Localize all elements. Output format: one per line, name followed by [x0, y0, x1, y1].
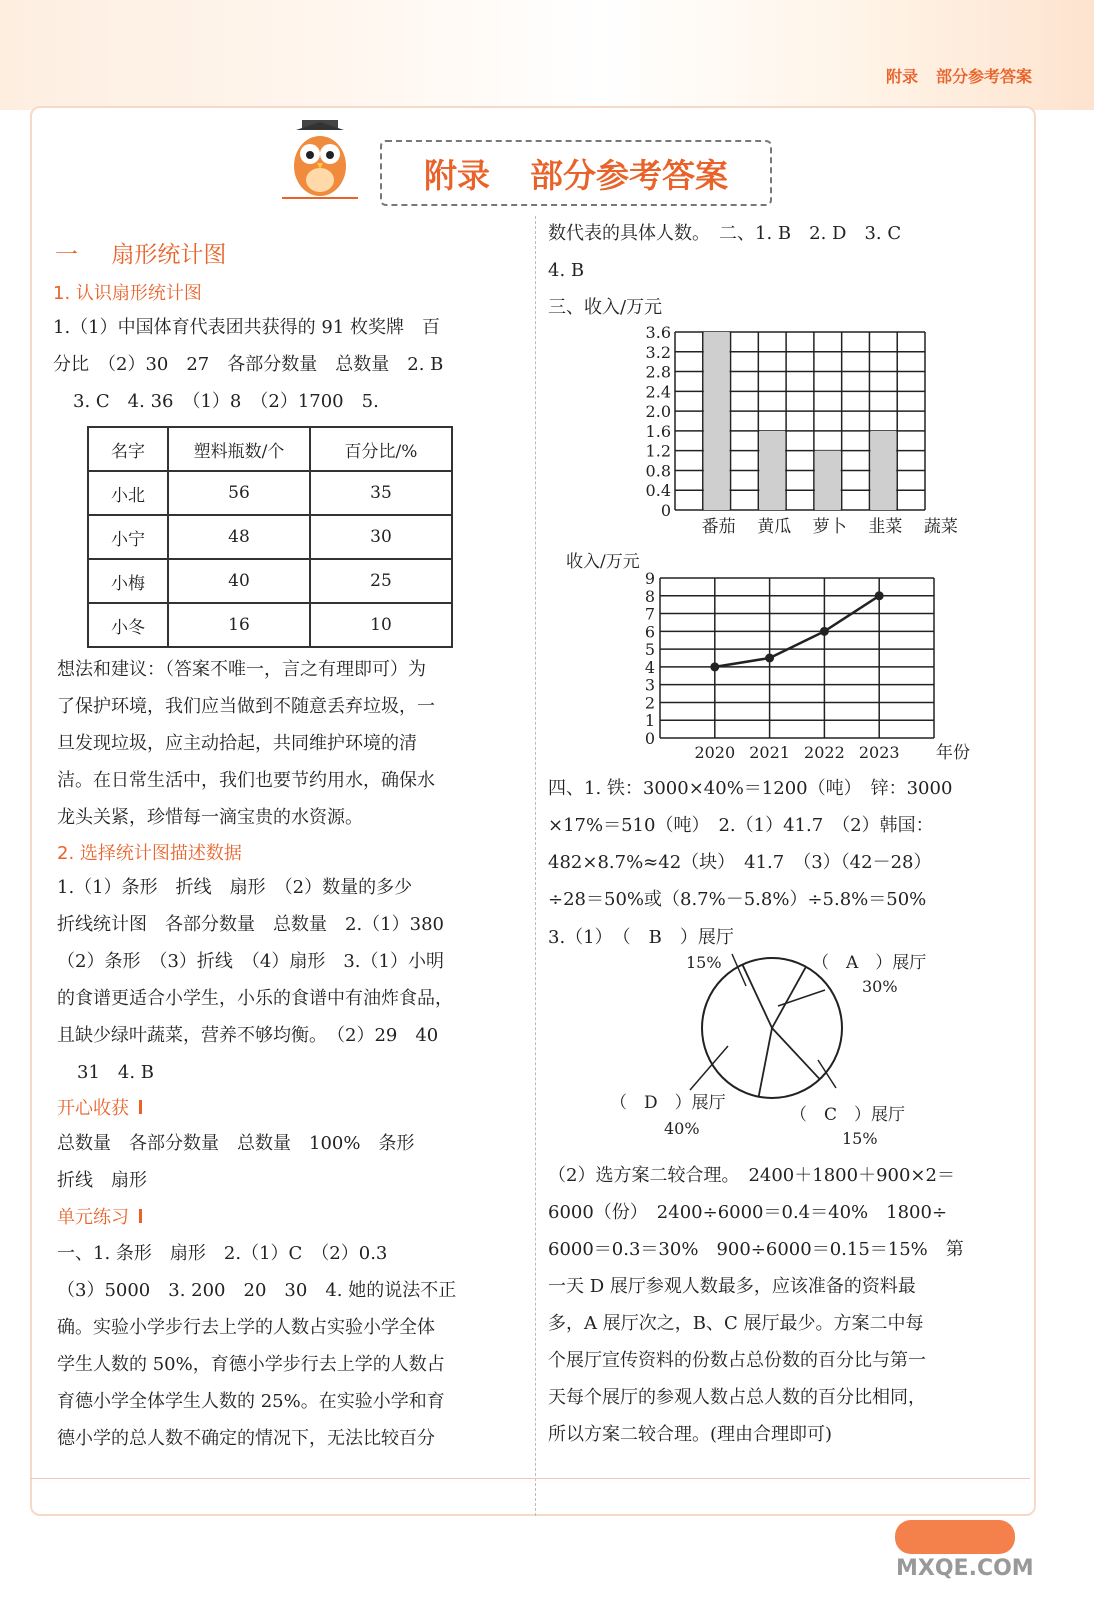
table-cell: 小冬 [88, 603, 168, 647]
bar [815, 451, 841, 510]
text-line: （3）5000 3. 200 20 30 4. 她的说法不正 [57, 1280, 457, 1301]
y-tick-label: 3.2 [645, 342, 671, 362]
text-line: 的食谱更适合小学生，小乐的食谱中有油炸食品， [57, 988, 453, 1009]
bar [870, 431, 896, 510]
text-line: 个展厅宣传资料的份数占总份数的百分比与第一 [548, 1350, 926, 1371]
table-header: 塑料瓶数/个 [168, 427, 310, 471]
y-tick-label: 2.8 [645, 362, 671, 382]
pie-label: （ D ）展厅 [610, 1093, 726, 1113]
text-line: 四、1. 铁：3000×40%＝1200（吨） 锌：3000 [548, 778, 953, 799]
text-line: 数代表的具体人数。 二、1. B 2. D 3. C [548, 223, 902, 244]
text-line: 一天 D 展厅参观人数最多，应该准备的资料最 [548, 1276, 916, 1297]
section-title: 扇形统计图 [111, 242, 227, 268]
x-tick-label: 萝卜 [812, 517, 847, 537]
pie-slice-edge [759, 1028, 772, 1097]
y-tick-label: 0.4 [645, 481, 671, 501]
text-line: 3.（1） （ B ）展厅 [548, 927, 734, 948]
header-title: 部分参考答案 [935, 67, 1032, 86]
x-tick-label: 蔬菜 [923, 517, 958, 537]
x-tick-label: 番茄 [701, 517, 736, 537]
line-chart [630, 572, 975, 766]
table-row [88, 603, 452, 647]
text-line: 折线 扇形 [57, 1170, 147, 1191]
bar [704, 332, 730, 510]
footer-rule [30, 1478, 1030, 1479]
x-tick-label: 2021 [749, 743, 790, 762]
text-line: 了保护环境，我们应当做到不随意丢弃垃圾，一 [57, 696, 435, 717]
pie-slice-edge [772, 967, 806, 1028]
y-tick-label: 4 [644, 657, 655, 677]
text-line: 三、收入/万元 [548, 297, 663, 318]
table-cell: 小宁 [88, 515, 168, 559]
y-tick-label: 0 [644, 729, 655, 748]
table-cell: 10 [310, 603, 452, 647]
y-tick-label: 9 [644, 572, 655, 588]
table-cell: 48 [168, 515, 310, 559]
text-line: ×17%＝510（吨） 2.（1）41.7 （2）韩国： [548, 815, 934, 836]
table-cell: 小梅 [88, 559, 168, 603]
table-header-row [88, 427, 452, 471]
y-tick-label: 5 [644, 640, 655, 660]
x-tick-label: 2022 [804, 743, 845, 762]
leader-line [690, 1046, 728, 1090]
section-index: 一 [55, 242, 78, 268]
bar-chart [630, 322, 970, 542]
pie-slice-edge [742, 965, 772, 1028]
text-line: 6000（份） 2400÷6000＝0.4＝40% 1800÷ [548, 1202, 948, 1223]
x-tick-label: 韭菜 [868, 517, 903, 537]
text-line: 总数量 各部分数量 总数量 100% 条形 [57, 1133, 415, 1154]
subheading-text: 单元练习 [57, 1207, 135, 1228]
y-tick-label: 2 [644, 693, 655, 713]
subheading-text: 开心收获 [57, 1098, 135, 1119]
top-banner [0, 0, 1094, 110]
data-point [875, 591, 884, 600]
table-row [88, 471, 452, 515]
column-divider [535, 216, 536, 1516]
x-tick-label: 2020 [694, 743, 736, 762]
data-point [820, 627, 829, 636]
table-cell: 56 [168, 471, 310, 515]
text-line: 1.（1）条形 折线 扇形 （2）数量的多少 [57, 877, 413, 898]
text-line: 6000＝0.3＝30% 900÷6000＝0.15＝15% 第 [548, 1239, 964, 1260]
text-line: 4. B [548, 260, 585, 281]
page-number-badge [895, 1520, 1015, 1554]
pie-label: （ C ）展厅 [790, 1105, 906, 1125]
text-line: 想法和建议：（答案不唯一，言之有理即可）为 [57, 659, 426, 680]
y-tick-label: 3 [644, 675, 655, 695]
text-line: 所以方案二较合理。(理由合理即可) [548, 1424, 833, 1445]
line-chart-ylabel: 收入/万元 [566, 552, 640, 572]
y-tick-label: 0 [660, 501, 671, 520]
text-line: （2）选方案二较合理。 2400＋1800＋900×2＝ [548, 1165, 955, 1186]
bar [759, 431, 785, 510]
text-line: 德小学的总人数不确定的情况下，无法比较百分 [57, 1428, 435, 1449]
pie-label-pct: 40% [664, 1119, 700, 1138]
text-line: 育德小学全体学生人数的 25%。在实验小学和育 [57, 1391, 445, 1412]
table-cell: 35 [310, 471, 452, 515]
text-line: 482×8.7%≈42（块） 41.7 （3）（42－28） [548, 852, 932, 873]
data-point [710, 662, 719, 671]
text-line: ÷28＝50%或（8.7%－5.8%）÷5.8%＝50% [548, 889, 927, 910]
subheading-4 [57, 1200, 142, 1236]
y-tick-label: 3.6 [645, 323, 671, 342]
text-line: 分比 （2）30 27 各部分数量 总数量 2. B [53, 354, 444, 375]
text-line: 3. C 4. 36 （1）8 （2）1700 5. [73, 391, 379, 412]
table-header: 百分比/% [310, 427, 452, 471]
running-header [868, 64, 1032, 87]
text-line: 学生人数的 50%，育德小学步行去上学的人数占 [57, 1354, 445, 1375]
table-cell: 16 [168, 603, 310, 647]
text-line: 龙头关紧，珍惜每一滴宝贵的水资源。 [57, 807, 363, 828]
subheading-3 [57, 1091, 142, 1127]
pie-label-pct: 15% [686, 953, 722, 972]
text-line: 1.（1）中国体育代表团共获得的 91 枚奖牌 百 [53, 317, 440, 338]
owl-mascot-icon [280, 118, 360, 202]
text-line: 折线统计图 各部分数量 总数量 2.（1）380 [57, 914, 444, 935]
section-heading [55, 236, 226, 269]
data-table [87, 426, 453, 648]
title-right: 部分参考答案 [530, 155, 728, 195]
pie-label-pct: 15% [842, 1129, 878, 1148]
y-tick-label: 1 [644, 711, 655, 731]
pie-label-pct: 30% [862, 977, 898, 996]
subheading-1: 1. 认识扇形统计图 [53, 283, 202, 304]
y-tick-label: 8 [644, 586, 655, 606]
leader-line [818, 1060, 836, 1088]
table-cell: 30 [310, 515, 452, 559]
text-line: 旦发现垃圾，应主动拾起，共同维护环境的清 [57, 733, 417, 754]
x-tick-label: 黄瓜 [757, 517, 792, 537]
y-tick-label: 1.2 [645, 441, 671, 461]
pie-chart [600, 940, 980, 1160]
title-left: 附录 [424, 155, 490, 195]
table-row [88, 559, 452, 603]
y-tick-label: 2.4 [645, 382, 671, 402]
table-cell: 40 [168, 559, 310, 603]
text-line: 天每个展厅的参观人数占总人数的百分比相同， [548, 1387, 926, 1408]
text-line: （2）条形 （3）折线 （4）扇形 3.（1）小明 [57, 951, 444, 972]
pie-label: （ A ）展厅 [812, 953, 927, 973]
table-row [88, 515, 452, 559]
text-line: 31 4. B [77, 1062, 155, 1083]
page-title [380, 140, 772, 206]
data-point [765, 654, 774, 663]
leader-line [778, 990, 825, 1006]
watermark: MXQE.COM [896, 1556, 1034, 1581]
x-axis-label: 年份 [936, 743, 970, 763]
pie-slice-edge [772, 1028, 820, 1079]
y-tick-label: 0.8 [645, 461, 671, 481]
x-tick-label: 2023 [858, 743, 900, 762]
text-line: 且缺少绿叶蔬菜，营养不够均衡。 （2）29 40 [57, 1025, 439, 1046]
table-header: 名字 [88, 427, 168, 471]
text-line: 确。实验小学步行去上学的人数占实验小学全体 [57, 1317, 435, 1338]
header-section: 附录 [885, 67, 918, 86]
y-tick-label: 7 [644, 604, 655, 624]
table-cell: 小北 [88, 471, 168, 515]
text-line: 洁。在日常生活中，我们也要节约用水，确保水 [57, 770, 435, 791]
table-cell: 25 [310, 559, 452, 603]
y-tick-label: 2.0 [645, 402, 671, 422]
text-line: 一、1. 条形 扇形 2.（1）C （2）0.3 [57, 1243, 388, 1264]
subheading-2: 2. 选择统计图描述数据 [57, 843, 242, 864]
text-line: 多，A 展厅次之，B、C 展厅最少。方案二中每 [548, 1313, 924, 1334]
y-tick-label: 6 [644, 622, 655, 642]
y-tick-label: 1.6 [645, 421, 671, 441]
